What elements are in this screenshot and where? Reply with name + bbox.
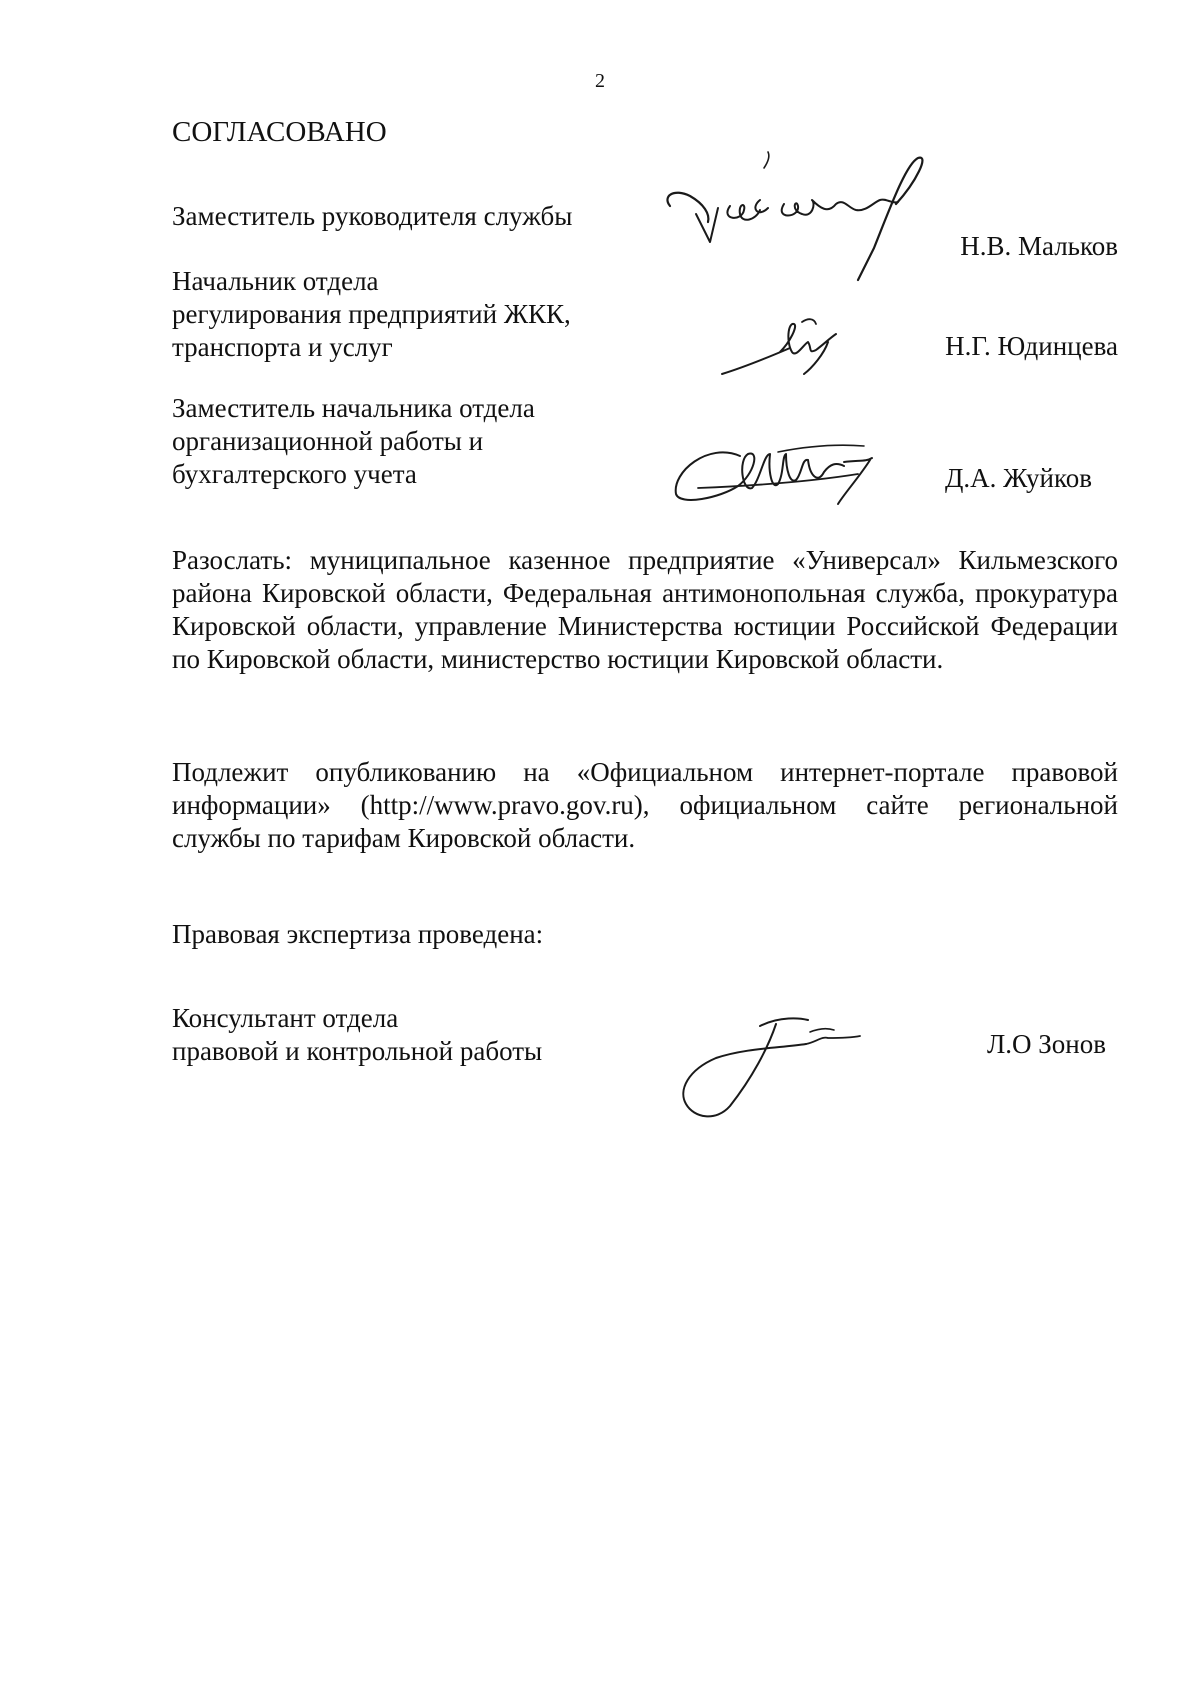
- distribution-text: Разослать: муниципальное казенное предприятие «Универсал» Кильмезского района Кировской области, Федеральная антимонопольная служба, прокуратура Кировской области, управление Министерства юстиции Российской Федерации по Кировской области, министерство юстиции Кировской области.: [172, 545, 1118, 674]
- signature-zonov: [660, 1008, 880, 1128]
- approval-heading: СОГЛАСОВАНО: [172, 116, 387, 148]
- signature-yudintseva: [720, 312, 860, 382]
- legal-reviewer-role-line: Консультант отдела: [172, 1003, 399, 1033]
- approver-2-role-line: транспорта и услуг: [172, 332, 393, 362]
- approver-3-role-line: бухгалтерского учета: [172, 459, 417, 489]
- approver-3-role-line: организационной работы и: [172, 426, 484, 456]
- legal-reviewer-role-line: правовой и контрольной работы: [172, 1036, 543, 1066]
- approver-3-role: [172, 392, 535, 491]
- approver-2-role-line: регулирования предприятий ЖКК,: [172, 299, 571, 329]
- signature-malkov: [660, 148, 960, 288]
- page-number: 2: [595, 70, 605, 92]
- approver-2-role: [172, 265, 571, 364]
- approver-3-name: Д.А. Жуйков: [945, 463, 1092, 493]
- approver-1-role: [172, 200, 572, 233]
- signature-zhuikov: [668, 432, 908, 512]
- publication-text: Подлежит опубликованию на «Официальном интернет-портале правовой информации» (http://www.pravo.gov.ru), официальном сайте региональной службы по тарифам Кировской области.: [172, 757, 1118, 853]
- approver-1-name: Н.В. Мальков: [960, 231, 1118, 261]
- approver-2-role-line: Начальник отдела: [172, 266, 379, 296]
- legal-reviewer-role: [172, 1002, 542, 1068]
- approver-3-role-line: Заместитель начальника отдела: [172, 393, 535, 423]
- legal-review-title: Правовая экспертиза проведена:: [172, 919, 544, 949]
- approver-2-name: Н.Г. Юдинцева: [945, 331, 1118, 361]
- approver-1-role-line: Заместитель руководителя службы: [172, 201, 573, 231]
- legal-reviewer-name: Л.О Зонов: [986, 1029, 1106, 1059]
